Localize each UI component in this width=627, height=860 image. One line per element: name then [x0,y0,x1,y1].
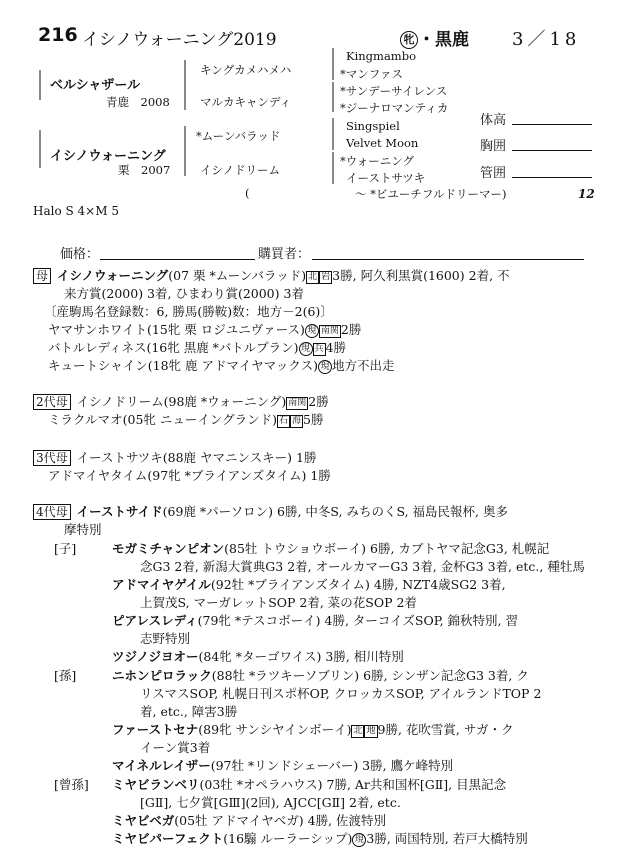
extra-paren-left: ( [245,186,250,200]
active-mark: 現 [352,833,366,847]
chest-line [512,150,592,151]
offspring-text: キュートシャイン(18牝 鹿 アドマイヤマックス) [48,358,318,373]
dam2-result: 2勝 [308,394,329,409]
dam-line-1-tail: 3勝, 阿久利黒賞(1600) 2着, 不 [332,268,510,283]
sex-symbol: 牝 [400,31,418,49]
greatgrandchild-rest: (05牡 アドマイヤベガ) 4勝, 佐渡特別 [174,813,387,828]
region-box: 地 [366,726,376,736]
greatgrandchild-1-cont: [GⅡ], 七夕賞[GⅢ](2回), AJCC[GⅡ] 2着, etc. [140,795,401,810]
price-label: 価格： [60,247,100,262]
active-mark: 現 [318,360,332,374]
grandchild-rest: (97牡 *リンドシェーバー) 3勝, 鷹ケ峰特別 [210,758,454,773]
grandchild-rest: (89牝 サンシヤインボーイ) [198,722,352,737]
gen3-5: Singspiel [346,119,400,133]
dam2-offspring-text: ミラクルマオ(05牝 ニューイングランド) [48,412,278,427]
greatgrandchild-name: ミヤビベガ [112,813,175,828]
dam2-text: イシノドリーム(98鹿 *ウォーニング) [76,394,287,409]
gen3-6: Velvet Moon [346,136,419,150]
dam4-line-2: 摩特別 [64,522,102,537]
chest-label: 胸囲 [480,139,507,154]
offspring-text: ヤマサンホワイト(15牝 栗 ロジユニヴァース) [48,322,305,337]
region-box: 兵 [314,344,324,354]
dam-name-bold: イシノウォーニング [57,268,169,283]
child-1-cont: 念G3 2着, 新潟大賞典G3 2着, オールカマーG3 3着, 金杯G3 3着, etc., 種牡馬 [140,559,585,574]
pedigree-brackets [0,0,627,210]
gen3-1: Kingmambo [346,49,416,63]
grandchild-rest: (88牡 *ラツキーソブリン) 6勝, シンザン記念G3 3着, ク [211,668,529,683]
dam-line-1 [33,267,510,284]
sire-year: 2008 [140,95,170,109]
dam-offspring-2 [48,339,346,356]
active-mark: 現 [305,324,319,338]
grandchild-tail: 9勝, 花吹雪賞, サガ・ク [377,722,514,737]
greatgrandchild-1 [112,776,506,793]
gen2-dam-sire: *ムーンバラッド [196,129,281,143]
dam-tag: 母 [33,268,51,284]
dam4-line-1 [33,503,508,520]
dam4-tag: 4代母 [33,504,71,520]
dam3-line-2: アドマイヤタイム(97牝 *ブライアンズタイム) 1勝 [48,468,331,483]
gen2-sire-dam: マルカキャンディ [200,95,292,109]
active-mark: 現 [299,342,313,356]
extra-number: 12 [578,187,595,201]
grandchild-1-cont-2: 着, etc., 障害3勝 [140,704,238,719]
gen3-8: イーストサツキ [346,171,426,185]
dam-line-1-rest: (07 栗 *ムーンバラッド) [168,268,307,283]
child-2 [112,576,506,593]
gen2-dam-dam: イシノドリーム [200,163,281,177]
child-3 [112,612,518,629]
dam-year: 2007 [141,163,171,177]
dam3-tag: 3代母 [33,450,71,466]
dam-line-2: 来方賞(2000) 3着, ひまわり賞(2000) 3着 [64,286,304,301]
grandchild-1 [112,667,529,684]
grandchild-name: マイネルレイザー [112,758,211,773]
greatgrandchild-rest: (03牡 *オペラハウス) 7勝, Ar共和国杯[GⅡ], 目黒記念 [199,777,507,792]
dam-offspring-1 [48,321,361,338]
gen2-sire-sire: キングカメハメハ [200,63,292,77]
grandchild-name: ニホンピロラック [112,668,212,683]
gen3-3: *サンデーサイレンス [340,84,448,98]
sire-meta [106,94,170,110]
buyer-label: 購買者： [258,247,311,262]
offspring-result: 4勝 [325,340,347,355]
sire-name: ベルシャザール [50,78,141,93]
offspring-result: 地方不出走 [331,358,395,373]
offspring-text: バトルレディネス(16牝 黒鹿 *バトルプラン) [48,340,299,355]
child-rest: (85牡 トウショウボーイ) 6勝, カブトヤマ記念G3, 札幌記 [224,541,550,556]
dam-line-3: 〔産駒馬名登録数：6, 勝馬(勝鞍)数：地方－2(6)〕 [44,304,333,319]
dam-color: 栗 [118,163,130,177]
region-box: 岩 [321,272,331,282]
grandchild-2 [112,721,514,738]
child-name: アドマイヤゲイル [112,577,211,592]
dam2-offspring-result: 5勝 [303,412,324,427]
lot-number: 216 [38,24,78,46]
cannon-label: 管囲 [480,166,507,181]
horse-name: イシノウォーニング2019 [82,30,277,50]
greatgrandchild-2 [112,812,386,829]
greatgrandchild-rest: (16騸 ルーラーシップ) [223,831,353,846]
dam-meta [118,162,170,178]
greatgrandchild-name: ミヤビランベリ [112,777,200,792]
child-rest: (79牝 *テスコボーイ) 4勝, ターコイズSOP, 錦秋特別, 習 [197,613,518,628]
region-box: 石 [279,416,289,426]
child-name: モガミチャンピオン [112,541,225,556]
child-name: ツジノジヨオー [112,649,199,664]
dam3-text: イーストサツキ(88鹿 ヤマニンスキー) 1勝 [76,450,317,465]
gen3-7: *ウォーニング [340,154,415,168]
region-box: 北 [353,726,363,736]
sire-color: 青鹿 [106,95,129,109]
gen3-4: *ジーナロマンティカ [340,101,449,115]
inbreeding: Halo S 4×M 5 [33,204,119,218]
region-box: 海 [292,416,302,426]
dam-offspring-3 [48,357,395,374]
height-label: 体高 [480,113,507,128]
dam2-line-1 [33,393,329,410]
extra-ancestor: ～ *ビユーチフルドリーマー) [355,187,507,201]
grandchildren-label: [孫] [54,668,77,683]
grandchild-1-cont-1: リスマスSOP, 札幌日刊スポ杯OP, クロッカスSOP, アイルランドTOP 2 [140,686,542,701]
child-2-cont: 上賀茂S, マーガレットSOP 2着, 菜の花SOP 2着 [140,595,417,610]
dam4-line-1-rest: (69鹿 *パーソロン) 6勝, 中冬S, みちのくS, 福島民報杯, 奥多 [162,504,508,519]
greatgrandchild-3 [112,830,528,847]
child-3-cont: 志野特別 [140,631,191,646]
region-box: 北 [308,272,318,282]
dam2-tag: 2代母 [33,394,71,410]
children-label: [子] [54,541,77,556]
grandchild-name: ファーストセナ [112,722,199,737]
child-rest: (92牡 *ブライアンズタイム) 4勝, NZT4歳SG2 3着, [210,577,506,592]
child-name: ピアレスレディ [112,613,198,628]
gen3-2: *マンファス [340,67,404,81]
height-line [512,124,592,125]
greatgrandchildren-label: [曾孫] [54,777,89,792]
greatgrandchild-tail: 3勝, 両国特別, 若戸大橋特別 [366,831,528,846]
grandchild-3 [112,757,453,774]
dam4-name: イーストサイド [76,504,163,519]
child-4 [112,648,404,665]
dam2-line-2 [48,411,324,428]
child-1 [112,540,549,557]
region-box: 南関 [320,326,339,336]
price-line [100,259,255,260]
buyer-line [312,259,584,260]
cannon-line [512,177,592,178]
child-rest: (84牝 *ターゴワイス) 3勝, 相川特別 [198,649,404,664]
sex-color-text: ・黒鹿 [418,30,469,50]
grandchild-2-cont: イーン賞3着 [140,740,211,755]
lot-position: 3／18 [512,29,581,50]
dam3-line-1 [33,449,316,466]
greatgrandchild-name: ミヤビパーフェクト [112,831,224,846]
region-box: 南関 [288,398,307,408]
offspring-result: 2勝 [340,322,362,337]
dam-name: イシノウォーニング [50,149,166,164]
